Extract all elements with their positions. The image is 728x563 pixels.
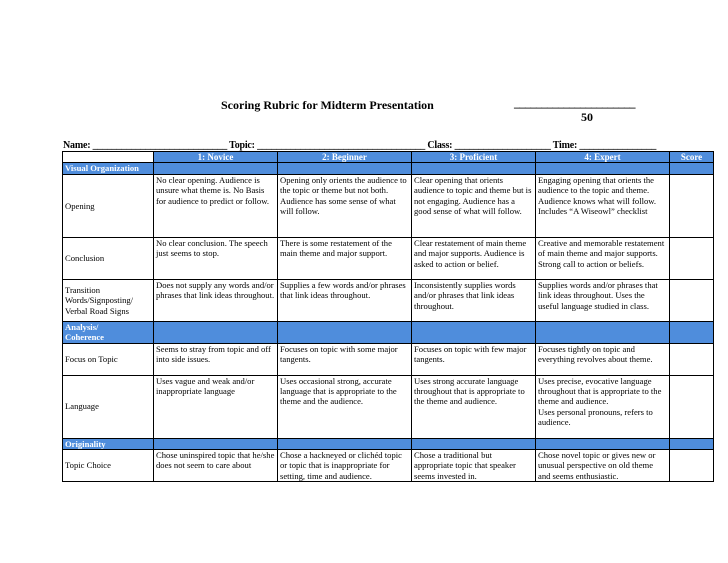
header-expert: 4: Expert	[536, 152, 670, 163]
cell-proficient: Clear restatement of main theme and major supports. Audience is asked to action or belief.	[412, 237, 536, 279]
cell-proficient: Uses strong accurate language throughout that is appropriate to the theme and audience.	[412, 375, 536, 438]
table-row-opening	[63, 174, 714, 237]
criterion-label: Opening	[63, 174, 154, 237]
cell-expert: Focuses tightly on topic and everything revolves about theme.	[536, 343, 670, 375]
section-label-line: Analysis/	[65, 321, 99, 332]
expert-note: Includes “A Wiseowl” checklist	[538, 206, 648, 217]
cell-novice: Does not supply any words and/or phrases that link ideas throughout.	[154, 279, 278, 321]
cell-expert	[536, 375, 670, 438]
cell-beginner: Chose a hackneyed or clichéd topic or topic that is inappropriate for setting, time and audience.	[278, 450, 412, 482]
header-proficient: 3: Proficient	[412, 152, 536, 163]
cell-beginner: Supplies a few words and/or phrases that link ideas throughout.	[278, 279, 412, 321]
rubric-title: Scoring Rubric for Midterm Presentation	[221, 98, 434, 112]
table-row-transition	[63, 279, 714, 321]
cell-novice: No clear opening. Audience is unsure what theme is. No Basis for audience to predict or follow.	[154, 174, 278, 237]
criterion-label: Conclusion	[63, 237, 154, 279]
section-label-line: Coherence	[65, 332, 104, 343]
criterion-label-line: Transition	[65, 284, 101, 295]
section-row-visual	[63, 163, 714, 174]
criterion-label: Language	[63, 375, 154, 438]
section-label: Visual Organization	[63, 163, 154, 174]
expert-text: Uses precise, evocative language throughout that is appropriate to the theme and audience.	[538, 375, 662, 407]
cell-expert: Chose novel topic or gives new or unusual perspective on old theme and seems enthusiastic.	[536, 450, 670, 482]
cell-expert: Creative and memorable restatement of main theme and major supports. Strong call to action or beliefs.	[536, 237, 670, 279]
cell-beginner: There is some restatement of the main theme and major support.	[278, 237, 412, 279]
expert-text: Engaging opening that orients the audience to the topic and theme. Audience knows what will follow.	[538, 174, 657, 206]
total-points: 50	[581, 110, 593, 124]
criterion-label: Focus on Topic	[63, 343, 154, 375]
criterion-label-line: Words/Signposting/	[65, 295, 134, 306]
header-beginner: 2: Beginner	[278, 152, 412, 163]
cell-novice: No clear conclusion. The speech just seems to stop.	[154, 237, 278, 279]
score-cell[interactable]	[670, 450, 714, 482]
table-row-language	[63, 375, 714, 438]
header-novice: 1: Novice	[154, 152, 278, 163]
student-info-line: Name: ____________________________ Topic: ___________________________________ Class: ____________________ Time: ________________	[63, 140, 657, 151]
cell-beginner: Opening only orients the audience to the topic or theme but not both. Audience has some sense of what will follow.	[278, 174, 412, 237]
cell-novice: Uses vague and weak and/or inappropriate language	[154, 375, 278, 438]
cell-expert	[536, 174, 670, 237]
cell-novice: Seems to stray from topic and off into side issues.	[154, 343, 278, 375]
score-cell[interactable]	[670, 279, 714, 321]
cell-beginner: Focuses on topic with some major tangents.	[278, 343, 412, 375]
header-criteria	[63, 152, 154, 163]
header-row	[63, 152, 714, 163]
criterion-label	[63, 279, 154, 321]
cell-proficient: Inconsistently supplies words and/or phrases that link ideas throughout.	[412, 279, 536, 321]
cell-expert: Supplies words and/or phrases that link ideas throughout. Uses the useful language studied in class.	[536, 279, 670, 321]
table-row-topic-choice	[63, 450, 714, 482]
table-row-conclusion	[63, 237, 714, 279]
cell-proficient: Clear opening that orients audience to topic and theme but is not engaging. Audience has a good sense of what will follow.	[412, 174, 536, 237]
cell-novice: Chose uninspired topic that he/she does not seem to care about	[154, 450, 278, 482]
cell-beginner: Uses occasional strong, accurate language that is appropriate to the theme and the audience.	[278, 375, 412, 438]
section-label	[63, 321, 154, 343]
section-label: Originality	[63, 438, 154, 449]
table-row-focus	[63, 343, 714, 375]
criterion-label-line: Verbal Road Signs	[65, 305, 129, 316]
score-cell[interactable]	[670, 375, 714, 438]
section-row-originality	[63, 438, 714, 449]
header-score: Score	[670, 152, 714, 163]
score-cell[interactable]	[670, 343, 714, 375]
score-cell[interactable]	[670, 237, 714, 279]
criterion-label: Topic Choice	[63, 450, 154, 482]
blank-line: ______________________	[514, 96, 635, 110]
cell-proficient: Focuses on topic with few major tangents.	[412, 343, 536, 375]
cell-proficient: Chose a traditional but appropriate topic that speaker seems invested in.	[412, 450, 536, 482]
expert-note: Uses personal pronouns, refers to audience.	[538, 406, 653, 428]
rubric-table	[62, 151, 714, 482]
section-row-analysis	[63, 321, 714, 343]
score-cell[interactable]	[670, 174, 714, 237]
